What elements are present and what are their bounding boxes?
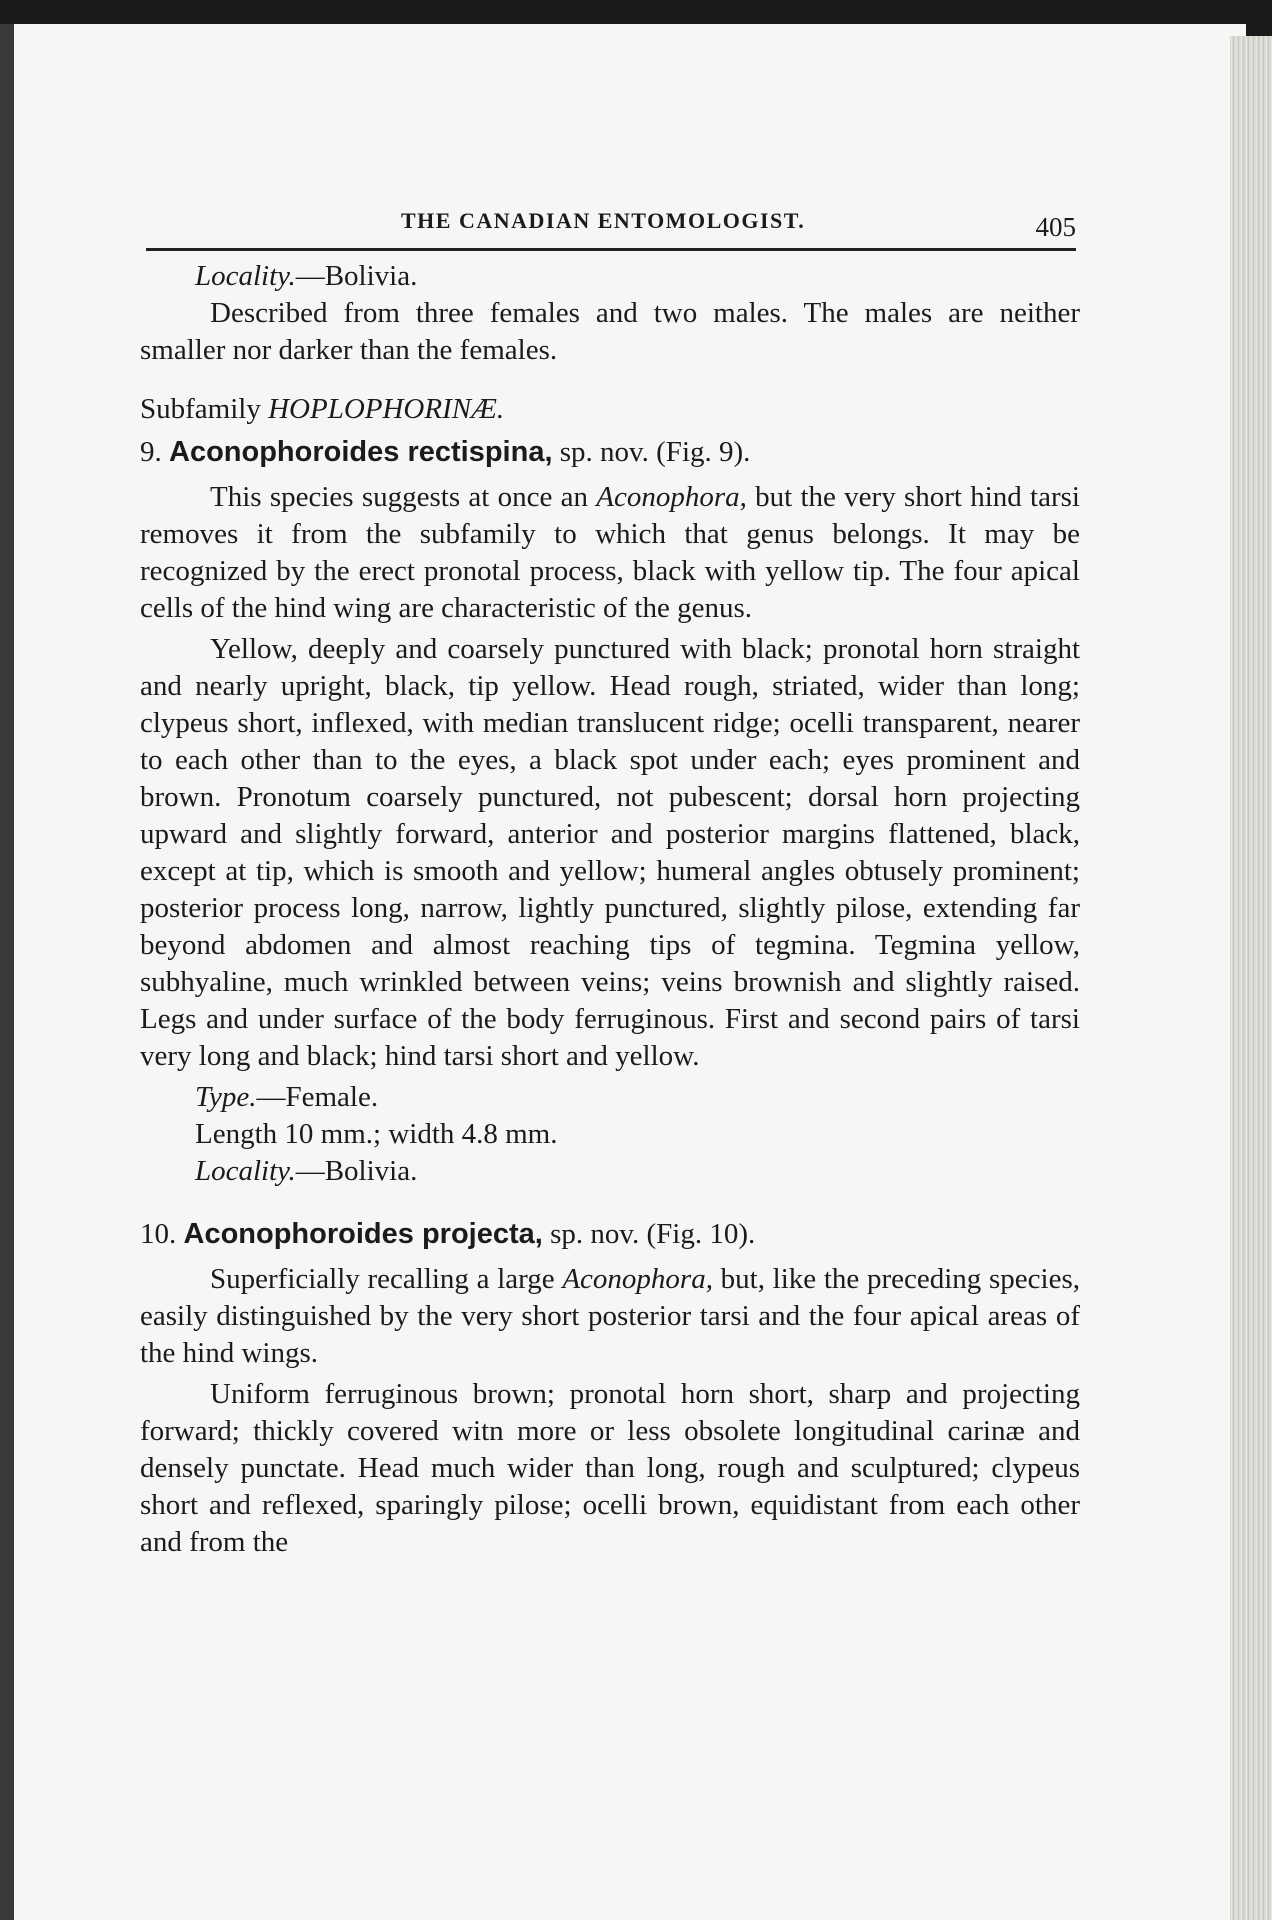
species-9-name: Aconophoroides rectispina, <box>169 436 553 468</box>
subfamily-label: Subfamily <box>140 393 269 425</box>
species-9-number: 9. <box>140 436 169 468</box>
running-title: THE CANADIAN ENTOMOLOGIST. <box>401 208 806 233</box>
species-9-locality-value: —Bolivia. <box>295 1155 418 1187</box>
species-9-intro <box>140 479 1080 627</box>
species-9-suffix: sp. nov. (Fig. 9). <box>552 436 751 468</box>
species-10-intro-a: Superficially recalling a large <box>210 1263 563 1295</box>
page-header <box>146 198 1076 251</box>
species-10-suffix: sp. nov. (Fig. 10). <box>542 1218 756 1250</box>
species-9-length: Length 10 mm.; width 4.8 mm. <box>195 1118 558 1150</box>
prev-locality <box>140 258 1080 295</box>
subfamily-name: HOPLOPHORINÆ. <box>268 393 505 425</box>
species-10-number: 10. <box>140 1218 184 1250</box>
species-9-heading <box>140 434 1080 471</box>
page-number: 405 <box>1035 212 1076 242</box>
species-10-heading <box>140 1216 1080 1253</box>
species-10-description: Uniform ferruginous brown; pronotal horn short, sharp and projecting forward; thickly covered witn more or less obsolete longitudinal carinæ and densely punctate. Head much wider than long, rough and sculptured; clypeus short and reflexed, sparingly pilose; ocelli brown, equidistant from each other and from the <box>140 1378 1080 1558</box>
scan-left-edge <box>0 24 14 1920</box>
subfamily-heading <box>140 391 1080 428</box>
species-9-description: Yellow, deeply and coarsely punctured with black; pronotal horn straight and nearly upright, black, tip yellow. Head rough, striated, wider than long; clypeus short, inflexed, with median translucent ridge; ocelli transparent, nearer to each other than to the eyes, a black spot under each; eyes prominent and brown. Pronotum coarsely punctured, not pubescent; dorsal horn projecting upward and slightly forward, anterior and posterior margins flattened, black, except at tip, which is smooth and yellow; humeral angles obtusely prominent; posterior process long, narrow, lightly punctured, slightly pilose, extending far beyond abdomen and almost reaching tips of tegmina. Tegmina yellow, subhyaline, much wrinkled between veins; veins brownish and slightly raised. Legs and under surface of the body ferruginous. First and second pairs of tarsi very long and black; hind tarsi short and yellow. <box>140 633 1080 1072</box>
species-10-intro-b: but, like the preceding species, easily distinguished by the very short posterior tarsi and the four apical areas of the hind wings. <box>140 1263 1080 1369</box>
species-9-intro-genus: Aconophora, <box>596 481 747 513</box>
prev-locality-label: Locality. <box>195 260 296 292</box>
species-9-type-value: —Female. <box>256 1081 379 1113</box>
species-9-locality-label: Locality. <box>195 1155 296 1187</box>
species-10-intro-genus: Aconophora, <box>562 1263 713 1295</box>
species-9-type <box>140 1079 1080 1116</box>
species-9-intro-a: This species suggests at once an <box>210 481 597 513</box>
species-10-intro <box>140 1261 1080 1372</box>
species-9-locality <box>140 1153 1080 1190</box>
species-9-type-label: Type. <box>195 1081 257 1113</box>
page-stack-edge <box>1230 36 1272 1920</box>
species-10-name: Aconophoroides projecta, <box>183 1218 543 1250</box>
prev-locality-value: —Bolivia. <box>295 260 418 292</box>
page-body <box>140 258 1080 1561</box>
species-9-intro-b: but the very short hind tarsi removes it from the subfamily to which that genus belongs. It may be recognized by the erect pronotal process, black with yellow tip. The four apical cells of the hind wing are characteristic of the genus. <box>140 481 1080 624</box>
prev-described-paragraph: Described from three females and two males. The males are neither smaller nor darker than the females. <box>140 297 1080 366</box>
